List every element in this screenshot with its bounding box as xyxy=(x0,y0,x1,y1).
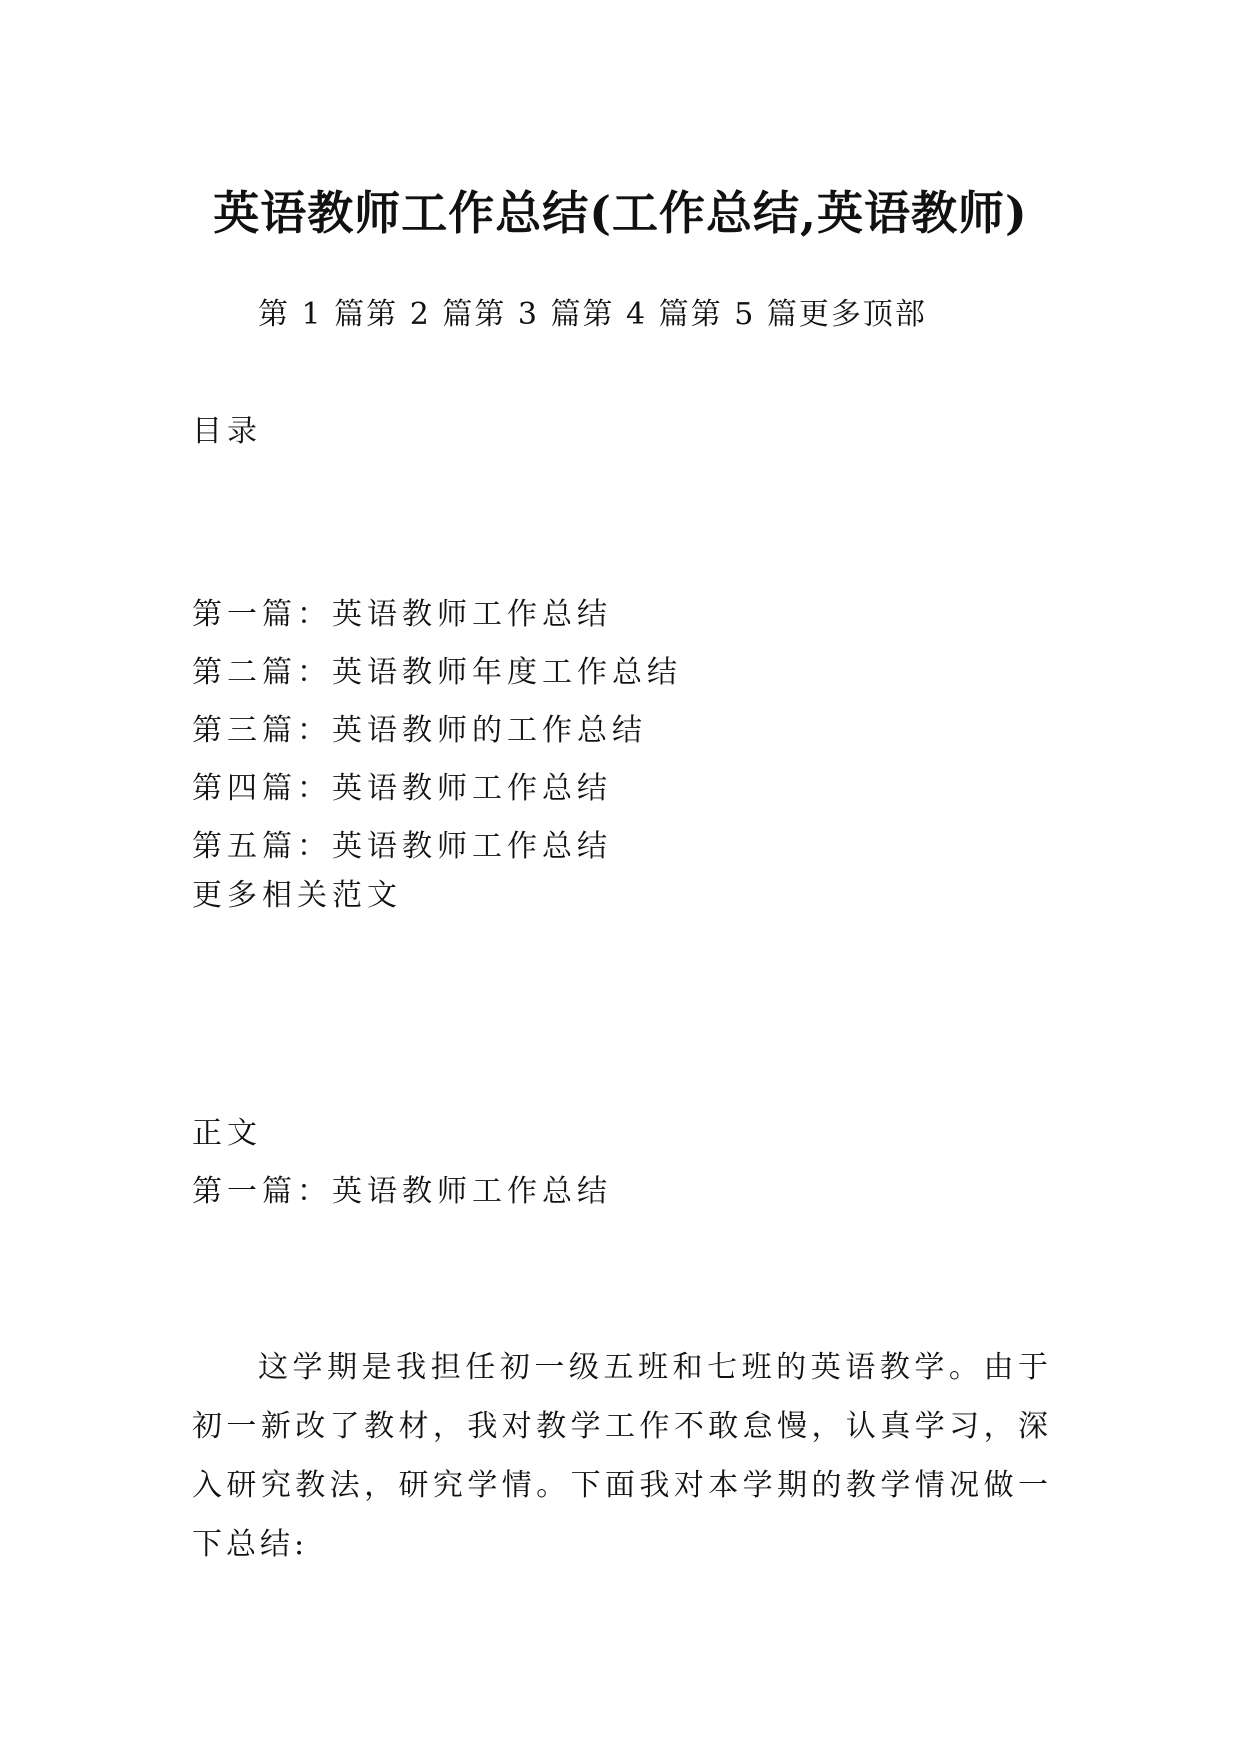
document-title: 英语教师工作总结(工作总结,英语教师) xyxy=(213,185,1028,240)
nav-link-article-4[interactable]: 第 4 篇 xyxy=(582,297,691,332)
nav-link-article-2[interactable]: 第 2 篇 xyxy=(366,297,475,332)
toc-list xyxy=(192,586,682,876)
article-nav xyxy=(258,295,927,335)
nav-link-article-5[interactable]: 第 5 篇 xyxy=(690,297,799,332)
nav-link-article-1[interactable]: 第 1 篇 xyxy=(258,297,367,332)
body-paragraph: 这学期是我担任初一级五班和七班的英语教学。由于初一新改了教材，我对教学工作不敢怠慢，认真学习，深入研究教法，研究学情。下面我对本学期的教学情况做一下总结: xyxy=(192,1350,1052,1562)
nav-link-more[interactable]: 更多 xyxy=(798,297,863,332)
toc-heading: 目录 xyxy=(192,414,262,449)
toc-item-1[interactable]: 第一篇：英语教师工作总结 xyxy=(192,597,612,632)
nav-link-top[interactable]: 顶部 xyxy=(862,297,927,332)
more-related-link[interactable]: 更多相关范文 xyxy=(192,878,402,913)
toc-item-5[interactable]: 第五篇：英语教师工作总结 xyxy=(192,829,612,864)
nav-link-article-3[interactable]: 第 3 篇 xyxy=(474,297,583,332)
toc-item-2[interactable]: 第二篇：英语教师年度工作总结 xyxy=(192,655,682,690)
toc-item-4[interactable]: 第四篇：英语教师工作总结 xyxy=(192,771,612,806)
toc-item-3[interactable]: 第三篇：英语教师的工作总结 xyxy=(192,713,647,748)
section-heading: 第一篇：英语教师工作总结 xyxy=(192,1174,612,1209)
body-heading: 正文 xyxy=(192,1116,262,1151)
